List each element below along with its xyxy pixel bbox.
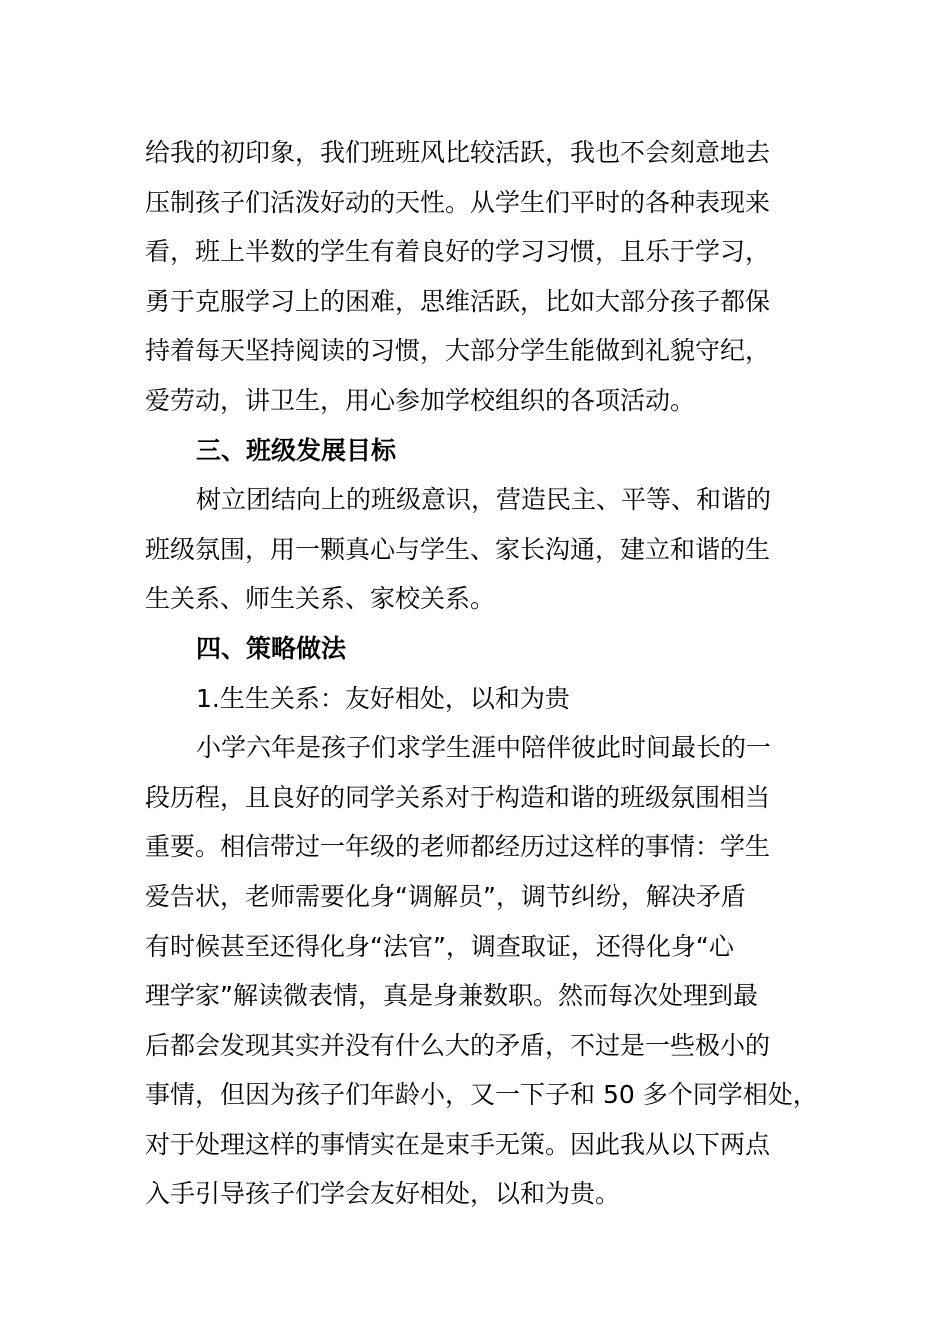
body-text bbox=[145, 128, 825, 1219]
paragraph-line: 勇于克服学习上的困难，思维活跃，比如大部分孩子都保 bbox=[145, 286, 771, 316]
paragraph-line: 后都会发现其实并没有什么大的矛盾，不过是一些极小的 bbox=[145, 1030, 771, 1060]
paragraph-line: 爱劳动，讲卫生，用心参加学校组织的各项活动。 bbox=[145, 385, 696, 415]
paragraph-line: 看，班上半数的学生有着良好的学习习惯，且乐于学习， bbox=[145, 237, 771, 267]
subsection-heading: 1.生生关系：友好相处，以和为贵 bbox=[196, 683, 570, 713]
paragraph-line: 重要。相信带过一年级的老师都经历过这样的事情：学生 bbox=[145, 832, 771, 862]
section-heading: 三、班级发展目标 bbox=[196, 435, 397, 465]
paragraph-line: 小学六年是孩子们求学生涯中陪伴彼此时间最长的一 bbox=[196, 733, 772, 763]
paragraph-line: 有时候甚至还得化身“法官”，调查取证，还得化身“心 bbox=[145, 931, 734, 961]
paragraph-line: 爱告状，老师需要化身“调解员”，调节纠纷，解决矛盾 bbox=[145, 881, 746, 911]
paragraph-line: 班级氛围，用一颗真心与学生、家长沟通，建立和谐的生 bbox=[145, 534, 771, 564]
paragraph-line: 段历程，且良好的同学关系对于构造和谐的班级氛围相当 bbox=[145, 782, 771, 812]
paragraph-line: 生关系、师生关系、家校关系。 bbox=[145, 584, 496, 614]
paragraph-line: 事情，但因为孩子们年龄小，又一下子和 50 多个同学相处， bbox=[145, 1080, 818, 1110]
paragraph-line: 理学家”解读微表情，真是身兼数职。然而每次处理到最 bbox=[145, 981, 758, 1011]
paragraph-line: 树立团结向上的班级意识，营造民主、平等、和谐的 bbox=[196, 485, 772, 515]
paragraph-line: 给我的初印象，我们班班风比较活跃，我也不会刻意地去 bbox=[145, 138, 771, 167]
paragraph-line: 持着每天坚持阅读的习惯，大部分学生能做到礼貌守纪， bbox=[145, 336, 771, 366]
paragraph-line: 入手引导孩子们学会友好相处，以和为贵。 bbox=[145, 1179, 621, 1209]
section-heading: 四、策略做法 bbox=[196, 633, 347, 663]
paragraph-line: 对于处理这样的事情实在是束手无策。因此我从以下两点 bbox=[145, 1129, 771, 1159]
paragraph-line: 压制孩子们活泼好动的天性。从学生们平时的各种表现来 bbox=[145, 187, 771, 217]
